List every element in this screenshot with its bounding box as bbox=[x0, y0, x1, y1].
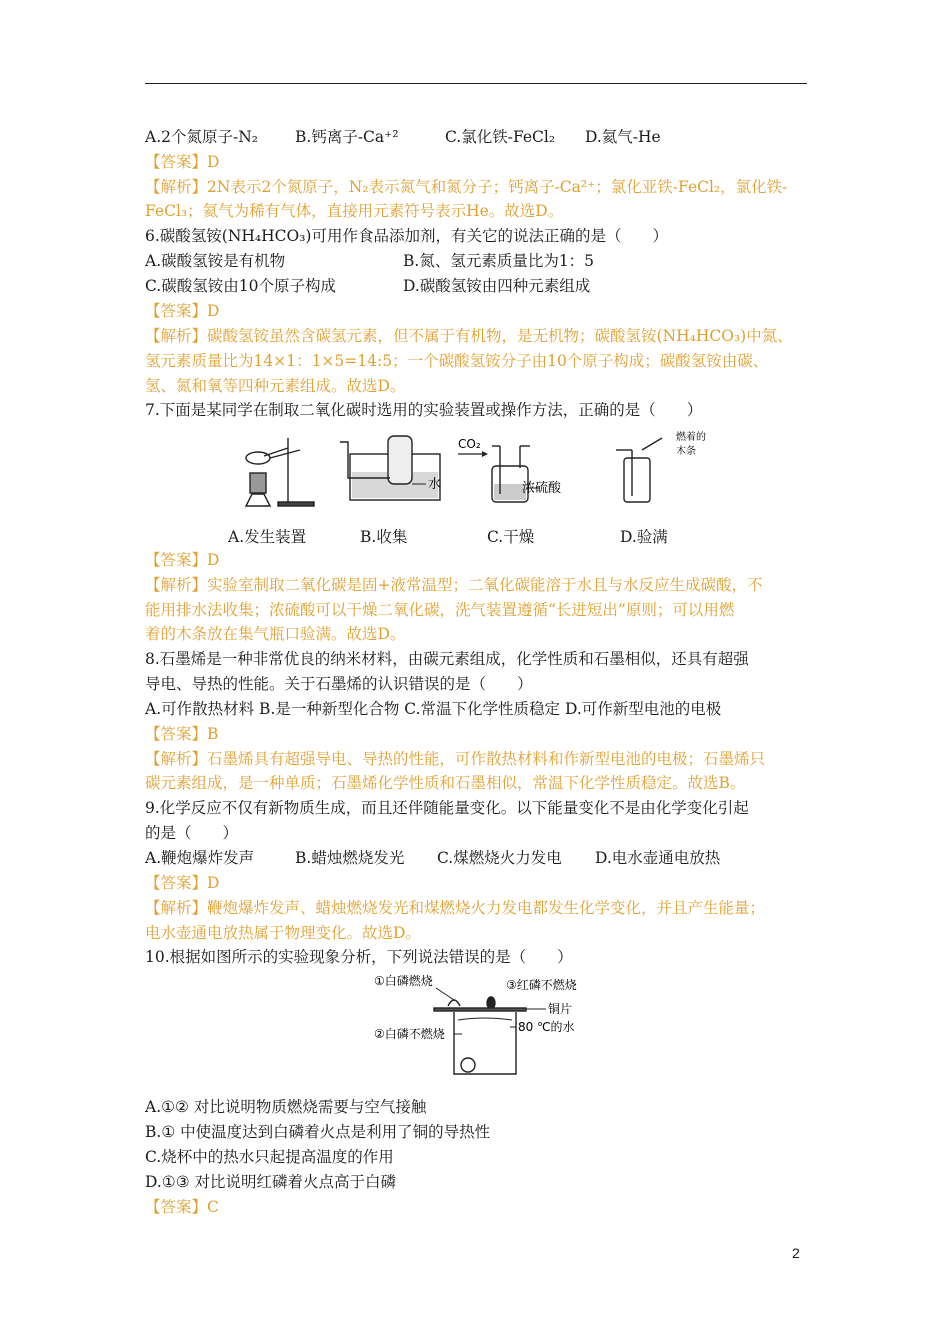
q10-stem: 10.根据如图所示的实验现象分析，下列说法错误的是（ ） bbox=[145, 948, 573, 966]
q5-analysis-line: 【解析】2N表示2个氮原子，N₂表示氮气和氮分子；钙离子-Ca²⁺；氯化亚铁-FeCl₂，氯化铁- bbox=[145, 178, 788, 196]
q9-answer: 【答案】D bbox=[145, 874, 220, 892]
q9-options bbox=[145, 848, 720, 868]
q5-option-d[interactable]: D.氦气-He bbox=[585, 128, 661, 146]
apparatus-b-icon bbox=[340, 436, 440, 500]
q6-option-c[interactable]: C.碳酸氢铵由10个原子构成 bbox=[145, 277, 336, 295]
label-hot-water: 80 ℃的水 bbox=[518, 1020, 575, 1034]
label-white-burn: ①白磷燃烧 bbox=[374, 974, 433, 988]
q9-option-a[interactable]: A.鞭炮爆炸发声 bbox=[145, 849, 255, 867]
q9-option-c[interactable]: C.煤燃烧火力发电 bbox=[437, 849, 562, 867]
q8-answer: 【答案】B bbox=[145, 725, 219, 743]
q7-analysis-line: 【解析】实验室制取二氧化碳是固+液常温型；二氧化碳能溶于水且与水反应生成碳酸，不 bbox=[145, 576, 763, 594]
q6-options-row bbox=[145, 276, 590, 296]
q6-options-row bbox=[145, 251, 594, 271]
q10-combustion-figure bbox=[370, 972, 610, 1084]
q7-caption-d: D.验满 bbox=[620, 528, 668, 546]
label-white-noburn: ②白磷不燃烧 bbox=[374, 1027, 445, 1041]
q8-analysis-line: 【解析】石墨烯具有超强导电、导热的性能，可作散热材料和作新型电池的电极；石墨烯只 bbox=[145, 750, 766, 768]
header-rule bbox=[145, 83, 807, 84]
q9-analysis-line: 电水壶通电放热属于物理变化。故选D。 bbox=[145, 924, 421, 942]
q7-analysis-line: 着的木条放在集气瓶口验满。故选D。 bbox=[145, 625, 406, 643]
q10-answer: 【答案】C bbox=[145, 1198, 219, 1216]
label-splint-2: 木条 bbox=[676, 446, 696, 457]
label-acid: 浓硫酸 bbox=[522, 481, 562, 496]
q7-stem: 7.下面是某同学在制取二氧化碳时选用的实验装置或操作方法，正确的是（ ） bbox=[145, 401, 703, 419]
q5-answer: 【答案】D bbox=[145, 153, 220, 171]
q9-analysis-line: 【解析】鞭炮爆炸发声、蜡烛燃烧发光和煤燃烧火力发电都发生化学变化，并且产生能量； bbox=[145, 899, 766, 917]
q8-options[interactable]: A.可作散热材料 B.是一种新型化合物 C.常温下化学性质稳定 D.可作新型电池的电极 bbox=[145, 700, 722, 718]
label-splint-1: 燃着的 bbox=[676, 432, 706, 443]
label-copper: 铜片 bbox=[548, 1002, 573, 1016]
page-number: 2 bbox=[792, 1245, 800, 1261]
q10-option-d[interactable]: D.①③ 对比说明红磷着火点高于白磷 bbox=[145, 1173, 397, 1191]
q8-analysis-line: 碳元素组成，是一种单质；石墨烯化学性质和石墨相似，常温下化学性质稳定。故选B。 bbox=[145, 774, 746, 792]
q7-caption-a: A.发生装置 bbox=[228, 528, 307, 546]
q5-analysis-line: FeCl₃；氦气为稀有气体，直接用元素符号表示He。故选D。 bbox=[145, 202, 564, 220]
q5-option-a[interactable]: A.2个氮原子-N₂ bbox=[145, 128, 258, 146]
q9-stem: 9.化学反应不仅有新物质生成，而且还伴随能量变化。以下能量变化不是由化学变化引起 bbox=[145, 799, 749, 817]
q7-analysis-line: 能用排水法收集；浓硫酸可以干燥二氧化碳，洗气装置遵循“长进短出”原则；可以用燃 bbox=[145, 601, 735, 619]
q5-option-c[interactable]: C.氯化铁-FeCl₂ bbox=[445, 128, 556, 146]
q10-option-c[interactable]: C.烧杯中的热水只起提高温度的作用 bbox=[145, 1148, 394, 1166]
label-red-noburn: ③红磷不燃烧 bbox=[506, 978, 577, 992]
q9-option-b[interactable]: B.蜡烛燃烧发光 bbox=[295, 849, 405, 867]
q6-option-b[interactable]: B.氮、氢元素质量比为1：5 bbox=[403, 252, 595, 270]
q9-option-d[interactable]: D.电水壶通电放热 bbox=[595, 849, 721, 867]
label-water: 水 bbox=[428, 477, 442, 492]
q5-option-b[interactable]: B.钙离子-Ca⁺² bbox=[295, 128, 399, 146]
q9-stem: 的是（ ） bbox=[145, 824, 239, 842]
q7-caption-b: B.收集 bbox=[360, 528, 408, 546]
q6-stem: 6.碳酸氢铵(NH₄HCO₃)可用作食品添加剂，有关它的说法正确的是（ ） bbox=[145, 227, 668, 245]
q5-options bbox=[145, 127, 661, 147]
label-co2: CO₂ bbox=[458, 437, 481, 451]
q6-answer: 【答案】D bbox=[145, 302, 220, 320]
q6-analysis-line: 氢、氮和氧等四种元素组成。故选D。 bbox=[145, 377, 406, 395]
q7-answer: 【答案】D bbox=[145, 551, 220, 569]
q8-stem: 8.石墨烯是一种非常优良的纳米材料，由碳元素组成，化学性质和石墨相似，还具有超强 bbox=[145, 650, 749, 668]
q10-option-b[interactable]: B.① 中使温度达到白磷着火点是利用了铜的导热性 bbox=[145, 1123, 491, 1141]
q7-apparatus-figure bbox=[230, 428, 730, 520]
q6-analysis-line: 氢元素质量比为14×1：1×5=14:5；一个碳酸氢铵分子由10个原子构成；碳酸氢铵由碳、 bbox=[145, 352, 769, 370]
q6-option-d[interactable]: D.碳酸氢铵由四种元素组成 bbox=[403, 277, 591, 295]
q8-stem: 导电、导热的性能。关于石墨烯的认识错误的是（ ） bbox=[145, 675, 533, 693]
q7-caption-c: C.干燥 bbox=[487, 528, 535, 546]
q10-option-a[interactable]: A.①② 对比说明物质燃烧需要与空气接触 bbox=[145, 1098, 427, 1116]
q6-analysis-line: 【解析】碳酸氢铵虽然含碳氢元素，但不属于有机物，是无机物；碳酸氢铵(NH₄HCO₃)中氮、 bbox=[145, 327, 793, 345]
apparatus-a-icon bbox=[246, 438, 314, 506]
q6-option-a[interactable]: A.碳酸氢铵是有机物 bbox=[145, 252, 286, 270]
apparatus-d-icon bbox=[616, 438, 662, 502]
